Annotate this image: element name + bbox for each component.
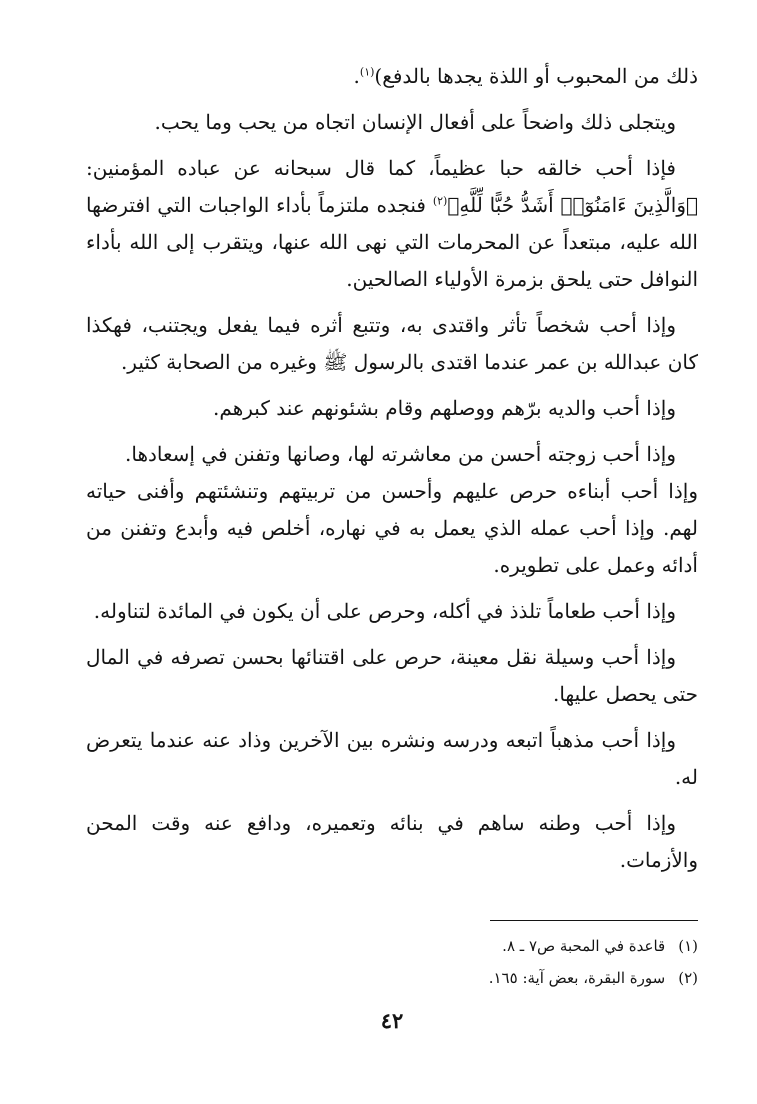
footnote-1 [86, 930, 698, 962]
paragraph: وإذا أحب زوجته أحسن من معاشرته لها، وصانها وتفنن في إسعادها. [125, 442, 676, 466]
paragraph-love-of-creator [86, 150, 698, 298]
footnote-text: سورة البقرة، بعض آية: ١٦٥. [488, 969, 666, 987]
footnote-divider [490, 920, 698, 921]
paragraph: وإذا أحب طعاماً تلذذ في أكله، وحرص على أن يكون في المائدة لتناوله. [93, 599, 676, 623]
paragraph: وإذا أحب أبناءه حرص عليهم وأحسن من تربيتهم وتنشئتهم وأفنى حياته لهم. وإذا أحب عمله الذي يعمل به في نهاره، أخلص فيه وأبدع وتفنن من أدائه وعمل على تطويره. [86, 479, 698, 577]
book-page [86, 58, 698, 1098]
paragraph-text: ذلك من المحبوب أو اللذة يجدها بالدفع) [374, 64, 698, 88]
body-text [86, 58, 698, 879]
paragraph: وإذا أحب وسيلة نقل معينة، حرص على اقتنائها بحسن تصرفه في المال حتى يحصل عليها. [86, 645, 698, 706]
paragraph-text: فإذا أحب خالقه حبا عظيماً، كما قال سبحانه عن عباده المؤمنين: ﴿وَالَّذِينَ ءَامَنُوٓا۟ أَشَدُّ حُبًّا لِّلَّهِ﴾ [86, 156, 698, 217]
footnote-2 [86, 962, 698, 994]
paragraph: ويتجلى ذلك واضحاً على أفعال الإنسان اتجاه من يحب وما يحب. [154, 110, 676, 134]
footnote-ref-2: (٢) [432, 194, 448, 208]
paragraph: وإذا أحب والديه برّهم ووصلهم وقام بشئونهم عند كبرهم. [213, 396, 676, 420]
paragraph: وإذا أحب وطنه ساهم في بنائه وتعميره، ودافع عنه وقت المحن والأزمات. [86, 811, 698, 872]
footnote-number: (٢) [678, 969, 698, 987]
paragraph-continuation: ذلك من المحبوب أو اللذة يجدها بالدفع)$^{(١)}$. [353, 64, 698, 88]
paragraph-text: فنجده ملتزماً بأداء الواجبات التي افترضها الله عليه، مبتعداً عن المحرمات التي نهى الله عنها، ويتقرب إلى الله بأداء النوافل حتى يلحق بزمرة الأولياء الصالحين. [86, 193, 698, 291]
paragraph: وإذا أحب شخصاً تأثر واقتدى به، وتتبع أثره فيما يفعل ويجتنب، فهكذا كان عبدالله بن عمر عندما اقتدى بالرسول ﷺ وغيره من الصحابة كثير. [86, 313, 698, 374]
footnotes [86, 930, 698, 994]
paragraph: وإذا أحب مذهباً اتبعه ودرسه ونشره بين الآخرين وذاد عنه عندما يتعرض له. [86, 728, 698, 789]
footnote-number: (١) [678, 937, 698, 955]
footnote-text: قاعدة في المحبة ص٧ ـ ٨. [502, 937, 666, 955]
page-number: ٤٢ [380, 1008, 404, 1033]
footnote-ref-1: (١) [359, 65, 375, 79]
